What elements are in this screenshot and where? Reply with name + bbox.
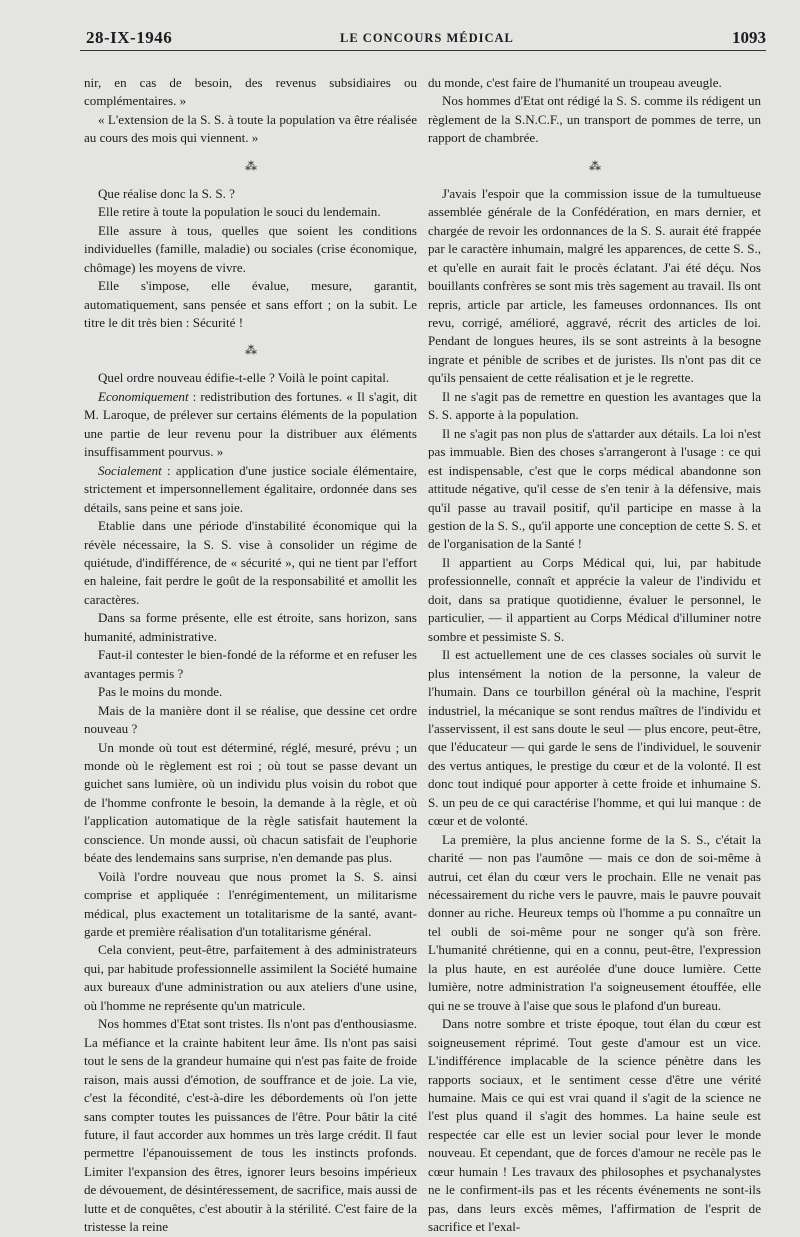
paragraph: Etablie dans une période d'instabilité économique qui la révèle nécessaire, la S. S. vise à consolider un régime de quiétude, d'indifférence, de « sécurité », qui ne tient par l'effort en haleine, fait perdre le goût de la responsabilité et amollit les caractères.	[84, 518, 417, 607]
paragraph-text: : application d'une justice sociale élémentaire, strictement et impersonnellement égalitaire, ordonnée dans ses détails, sans peine et sans joie.	[84, 462, 417, 515]
section-separator: ⁂	[245, 158, 256, 173]
section-separator: ⁂	[245, 343, 256, 358]
paragraph: Il ne s'agit pas de remettre en question les avantages que la S. S. apporte à la population.	[428, 388, 761, 423]
left-column	[84, 74, 417, 1237]
paragraph: Nos hommes d'Etat sont tristes. Ils n'ont pas d'enthousiasme. La méfiance et la crainte habitent leur âme. Ils n'ont pas saisi tout le sens de la grandeur humaine qui n'est pas faite de froide raison, mais aussi d'émotion, de souffrance et de joie. La vie, c'est la fécondité, c'est-à-dire les débordements où l'on jette sans compter toutes les puissances de l'être. Pour bâtir la cité future, il faut accorder aux hommes un très large crédit. Il faut permettre l'épanouissement de tous les instincts profonds. Limiter l'expansion des êtres, ignorer leurs besoins impérieux de dévouement, de désintéressement, de sacrifice, mais aussi de lutte et de conquêtes, c'est aboutir à la stérilité. C'est faire de la tristesse la reine	[84, 1016, 417, 1235]
italic-label: Economiquement	[98, 388, 189, 404]
paragraph: Faut-il contester le bien-fondé de la réforme et en refuser les avantages permis ?	[84, 647, 417, 681]
paragraph: Il appartient au Corps Médical qui, lui, par habitude professionnelle, connaît et apprécie la valeur de l'individu et doit, dans sa pratique quotidienne, évaluer le personnel, le particulier, — il appartient au Corps Médical d'illuminer notre sombre et pessimiste S. S.	[428, 554, 761, 644]
paragraph: J'avais l'espoir que la commission issue de la tumultueuse assemblée générale de la Confédération, en mars dernier, et chargée de revoir les ordonnances de la S. S. aurait été frappée par le caractère inhumain, malgré les apparences, de cette S. S., et qu'elle en aurait fait le procès éclatant. J'ai été déçu. Nos bouillants confrères se sont mis très sagement au travail. Ils ont repris, article par article, les fameuses ordonnances. Ils ont revu, corrigé, amélioré, aggravé, récrit des articles de loi. Pendant de longues heures, ils se sont astreints à la besogne ingrate et pénible de scribes et de juristes. Ils n'ont pas dit ce qu'ils pensaient de cette réalisation et je le regrette.	[428, 185, 761, 386]
paragraph: Quel ordre nouveau édifie-t-elle ? Voilà le point capital.	[98, 370, 390, 386]
paragraph: du monde, c'est faire de l'humanité un troupeau aveugle.	[428, 75, 722, 90]
right-column	[428, 74, 761, 1237]
paragraph: nir, en cas de besoin, des revenus subsidiaires ou complémentaires. »	[84, 75, 417, 109]
paragraph: Cela convient, peut-être, parfaitement à des administrateurs qui, par habitude professionnelle assimilent la Société humaine aux bureaux d'une administration ou aux ateliers d'une usine, où l'homme ne représente qu'un matricule.	[84, 942, 417, 1013]
paragraph: Mais de la manière dont il se réalise, que dessine cet ordre nouveau ?	[84, 702, 417, 737]
journal-title: LE CONCOURS MÉDICAL	[340, 31, 514, 45]
paragraph: Dans notre sombre et triste époque, tout élan du cœur est soigneusement réprimé. Tout geste d'amour est un vice. L'indifférence implacable de la science pénètre dans les rapports sociaux, et le sentiment cesse d'être une vérité humaine. Mais ce qui est vrai quand il s'agit de la science ne l'est plus quand il s'agit des hommes. La haine seule est respectée car elle est un levier social pour lever le monde nouveau. Et cependant, que de forces d'amour ne recèle pas le cœur humain ! Les travaux des philosophes et psychanalystes ne le confirment-ils pas et les récents événements ne sont-ils pas, dans leurs excès mêmes, l'affirmation de l'esprit de sacrifice et l'exal-	[428, 1016, 761, 1235]
paragraph-text: : redistribution des fortunes. « Il s'agit, dit M. Laroque, de prélever sur certains éléments de la population une partie de leur revenu pour la distribuer aux éléments insuffisamment pourvus. »	[84, 388, 417, 460]
paragraph: Il est actuellement une de ces classes sociales où survit le plus intensément la notion de la personne, la valeur de l'humain. Dans ce tourbillon général où la machine, l'esprit industriel, la mécanique se sont rendus maîtres de l'individu et l'asservissent, il est sans doute le seul — plus encore, peut-être, que l'éducateur — qui garde le sens de l'individuel, le souvenir des vertus antiques, le prestige du cœur et de la volonté. Il est donc tout indiqué pour apporter à cette froide et inhumaine S. S. un peu de ce qui caractérise l'homme, et qui lui manque : de cœur et de volonté.	[428, 647, 761, 829]
page-number: 1093	[732, 28, 766, 47]
section-separator: ⁂	[589, 158, 600, 173]
paragraph: Pas le moins du monde.	[98, 684, 223, 700]
paragraph: Un monde où tout est déterminé, réglé, mesuré, prévu ; un monde où le règlement est roi ; où tout se passe devant un guichet sans lumière, où un individu plus voisin du robot que de l'homme confronte le besoin, la demande à la règle, et où l'application automatique de la règle satisfait hautement la conscience. Un monde aussi, où chacun satisfait de l'euphorie béate des lendemains sans surprise, n'en demande pas plus.	[84, 739, 417, 866]
paragraph: La première, la plus ancienne forme de la S. S., c'était la charité — non pas l'aumône — mais ce don de soi-même à autrui, cet élan du cœur vers le prochain. Elle ne venait pas nécessairement du riche vers le pauvre, mais le pauvre pouvait donner au riche. Heureux temps où l'homme a pu connaître un tel oubli de soi-même pour ne songer qu'à son frère. L'humanité chrétienne, qui en a connu, peut-être, l'expression la plus haute, en est auréolée d'une douce lumière. Cette lumière, notre administration l'a soigneusement étouffée, elle qui ne se trouve à l'aise que sous le plafond d'un bureau.	[428, 831, 761, 1013]
paragraph: Nos hommes d'Etat ont rédigé la S. S. comme ils rédigent un règlement de la S.N.C.F., un transport de pommes de terre, un rapport de chambrée.	[428, 93, 761, 146]
paragraph: « L'extension de la S. S. à toute la population va être réalisée au cours des mois qui viennent. »	[84, 111, 417, 146]
paragraph	[84, 462, 417, 517]
paragraph: Il ne s'agit pas non plus de s'attarder aux détails. La loi n'est pas immuable. Bien des choses s'arrangeront à l'usage : ce qui est indispensable, c'est que le corps médical abandonne son attitude négative, qu'il cesse de s'en tenir à la défensive, mais qu'il passe au travail positif, qu'il participe en masse à la gestion de la S. S., qu'il apporte une conception de cette S. S. et de l'organisation de la Santé !	[428, 425, 761, 552]
paragraph: Voilà l'ordre nouveau que nous promet la S. S. ainsi comprise et appliquée : l'enrégimentement, un militarisme médical, plus exactement un totalitarisme de la santé, avant-garde et première réalisation d'un totalitarisme général.	[84, 868, 417, 940]
paragraph: Elle retire à toute la population le souci du lendemain.	[98, 204, 381, 220]
paragraph: Elle s'impose, elle évalue, mesure, garantit, automatiquement, sans pensée et sans effort ; on la subit. Le titre le dit très bien : Sécurité !	[84, 278, 417, 330]
issue-date: 28-IX-1946	[86, 28, 173, 47]
paragraph: Elle assure à tous, quelles que soient les conditions individuelles (famille, maladie) ou sociales (crise économique, chômage) les moyens de vivre.	[84, 222, 417, 275]
header-rule	[80, 50, 766, 51]
paragraph: Que réalise donc la S. S. ?	[98, 185, 235, 201]
italic-label: Socialement	[98, 462, 162, 478]
paragraph	[84, 388, 417, 462]
paragraph: Dans sa forme présente, elle est étroite, sans horizon, sans humanité, administrative.	[84, 610, 417, 644]
